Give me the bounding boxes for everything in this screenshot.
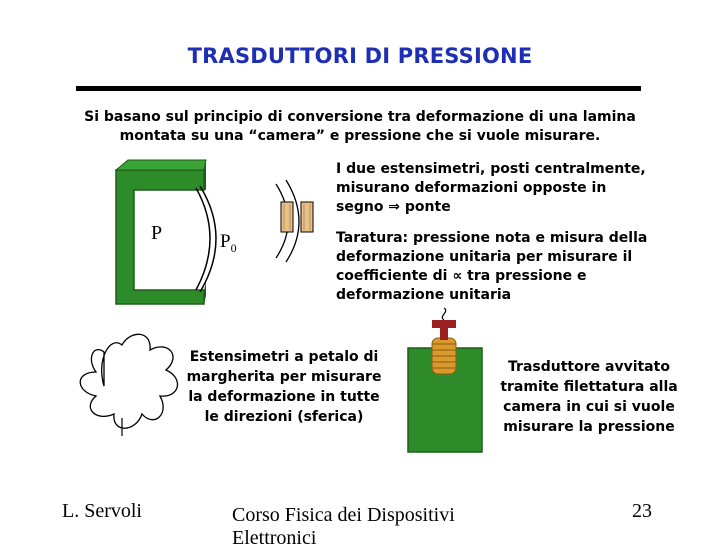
ambient-pressure-label: $P_0$ <box>220 231 237 255</box>
footer-page-number: 23 <box>632 500 652 522</box>
page-title: TRASDUTTORI DI PRESSIONE <box>187 44 533 68</box>
strain-gauge-2 <box>301 202 313 232</box>
footer-author: L. Servoli <box>62 500 142 522</box>
chamber-top-bevel <box>116 160 206 170</box>
screw-transducer-text: Trasduttore avvitato tramite filettatura alla camera in cui si vuole misurare la pressione <box>500 359 678 435</box>
calibration-note: Taratura: pressione nota e misura della deformazione unitaria per misurare il coefficiente di ∝ tra pressione e deformazione unitaria <box>336 230 648 303</box>
petal-gauge-shape <box>80 334 177 428</box>
gauges-note: I due estensimetri, posti centralmente, misurano deformazioni opposte in segno ⇒ ponte <box>336 161 646 215</box>
pressure-label: P <box>151 222 163 244</box>
intro-text: Si basano sul principio di conversione tra deformazione di una lamina montata su una “camera” e pressione che si vuole misurare. <box>84 109 636 144</box>
footer-course: Corso Fisica dei Dispositivi Elettronici <box>232 504 455 549</box>
transducer-cap <box>432 320 456 328</box>
petal-gauge-text: Estensimetri a petalo di margherita per misurare la deformazione in tutte le direzioni (sferica) <box>186 349 382 425</box>
strain-gauge-1 <box>281 202 293 232</box>
transducer-cable <box>442 308 445 320</box>
